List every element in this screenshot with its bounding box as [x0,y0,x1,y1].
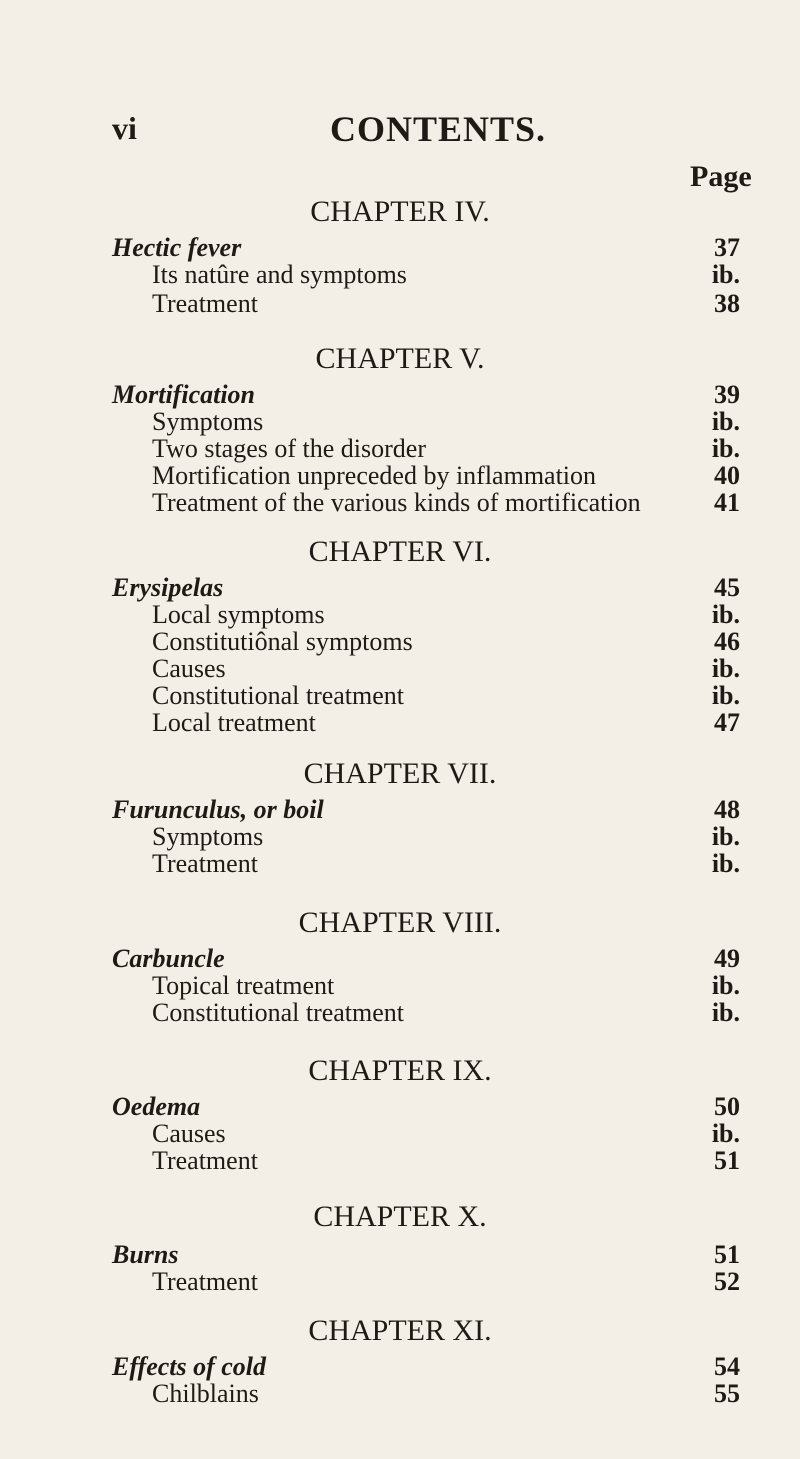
toc-subtopic-title: Causes [152,1119,226,1148]
toc-subtopic-title: Symptoms [152,407,264,436]
chapter-heading: CHAPTER VII. [303,757,497,790]
toc-subtopic-title: Constitutional treatment [152,998,405,1027]
toc-page-number: 47 [714,708,740,737]
toc-topic-title: Burns [112,1240,179,1269]
toc-page-number: 51 [714,1146,740,1175]
toc-page-number: 49 [714,944,740,973]
toc-page-number: ib. [711,849,740,878]
toc-subtopic-title: Local symptoms [152,600,325,629]
toc-page-number: 50 [714,1092,740,1121]
toc-entry [0,260,800,292]
page-number: vi [112,110,137,146]
toc-subtopic-title: Constitutiônal symptoms [152,627,413,656]
toc-page-number: ib. [711,822,740,851]
toc-subtopic-title: Local treatment [152,708,316,737]
toc-page-number: ib. [711,600,740,629]
toc-subtopic-title: Treatment of the various kinds of mortification [152,488,641,517]
toc-subtopic-title: Treatment [152,849,258,878]
toc-page-number: ib. [711,260,740,289]
chapter-heading: CHAPTER VI. [308,535,492,568]
chapter-heading: CHAPTER V. [315,342,485,375]
toc-page-number: 46 [714,627,740,656]
toc-subtopic-title: Treatment [152,289,258,318]
toc-page-number: 54 [714,1352,740,1381]
chapter-heading: CHAPTER VIII. [298,906,502,939]
page-column-label: Page [690,160,752,193]
toc-page-number: ib. [711,654,740,683]
running-title: CONTENTS. [330,109,547,149]
toc-subtopic-title: Symptoms [152,822,264,851]
toc-subtopic-title: Topical treatment [152,971,335,1000]
toc-subtopic-title: Its natûre and symptoms [152,260,407,289]
toc-page-number: ib. [711,407,740,436]
toc-page-number: 39 [714,380,740,409]
toc-page-number: 38 [714,289,740,318]
toc-page-number: 51 [714,1240,740,1269]
chapter-heading: CHAPTER X. [313,1200,487,1233]
toc-page-number: 37 [714,233,740,262]
toc-entry [0,708,800,740]
toc-page-number: ib. [711,1119,740,1148]
toc-page-number: 41 [714,488,740,517]
toc-page-number: 48 [714,795,740,824]
toc-topic-title: Erysipelas [112,573,224,602]
chapter-heading: CHAPTER IV. [310,195,490,228]
toc-topic-title: Oedema [112,1092,201,1121]
toc-entry [0,998,800,1030]
toc-page-number: ib. [711,434,740,463]
toc-topic-title: Hectic fever [112,233,242,262]
toc-page-number: ib. [711,998,740,1027]
toc-entry [0,1267,800,1299]
toc-subtopic-title: Causes [152,654,226,683]
toc-topic-title: Furunculus, or boil [112,795,324,824]
toc-page-number: 40 [714,461,740,490]
toc-entry [0,849,800,881]
toc-page-number: ib. [711,971,740,1000]
toc-subtopic-title: Constitutional treatment [152,681,405,710]
toc-entry [0,488,800,520]
toc-subtopic-title: Chilblains [152,1379,259,1408]
chapter-heading: CHAPTER XI. [308,1314,492,1347]
toc-topic-title: Carbuncle [112,944,225,973]
toc-entry [0,1379,800,1411]
toc-subtopic-title: Two stages of the disorder [152,434,427,463]
chapter-heading: CHAPTER IX. [308,1054,492,1087]
toc-page-number: 52 [714,1267,740,1296]
toc-page-number: 45 [714,573,740,602]
toc-page-number: ib. [711,681,740,710]
toc-entry [0,1146,800,1178]
toc-topic-title: Mortification [112,380,256,409]
toc-subtopic-title: Treatment [152,1267,258,1296]
toc-page-number: 55 [714,1379,740,1408]
toc-topic-title: Effects of cold [112,1352,267,1381]
toc-subtopic-title: Treatment [152,1146,258,1175]
toc-subtopic-title: Mortification unpreceded by inflammation [152,461,597,490]
toc-entry [0,289,800,321]
